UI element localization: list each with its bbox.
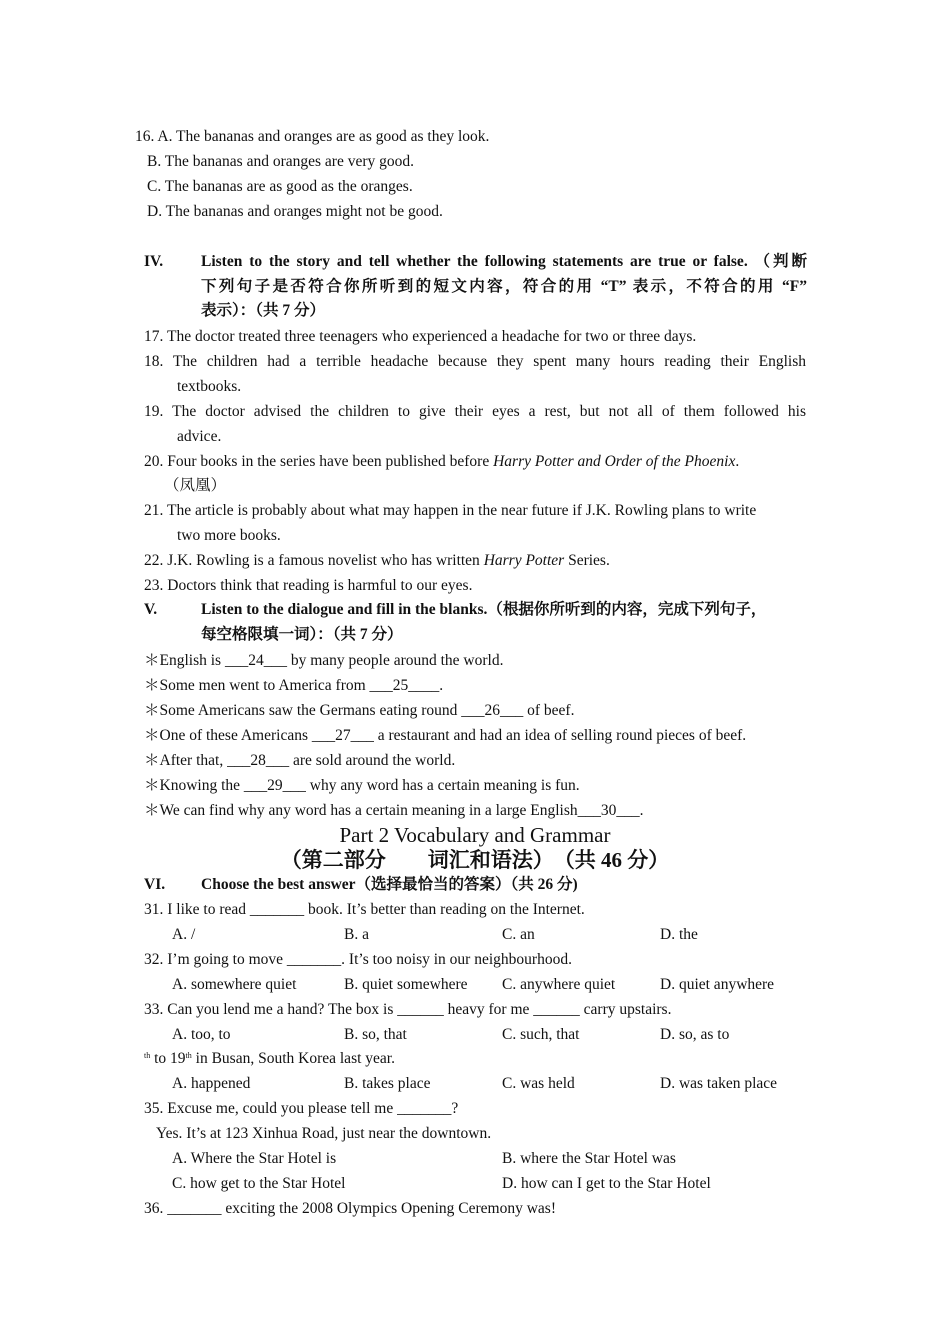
fill-item-27: ＊One of these Americans ___27___ a restaurant and had an idea of selling round pieces of beef. xyxy=(144,727,747,744)
section-5-instruction-line1: Listen to the dialogue and fill in the blanks.（根据你所听到的内容，完成下列句子， xyxy=(201,601,767,618)
fill-item-25: ＊Some men went to America from ___25____. xyxy=(144,677,444,694)
q34-sup-1: th xyxy=(144,1051,151,1060)
q20-period: . xyxy=(735,453,740,470)
q33-option-a: A. too, to xyxy=(172,1026,231,1043)
q18-line1: 18. The children had a terrible headache because they spent many hours reading their English xyxy=(144,353,806,370)
q31-option-a: A. / xyxy=(172,926,196,943)
q16-option-c: C. The bananas are as good as the oranges. xyxy=(147,178,413,195)
q19-line1: 19. The doctor advised the children to give their eyes a rest, but not all of them followed his xyxy=(144,403,806,420)
q34-option-a: A. happened xyxy=(172,1075,251,1092)
q35-option-d: D. how can I get to the Star Hotel xyxy=(502,1175,711,1192)
section-6-number: VI. xyxy=(144,876,166,893)
q32-option-d: D. quiet anywhere xyxy=(660,976,775,993)
q35-option-b: B. where the Star Hotel was xyxy=(502,1150,676,1167)
q32-stem: 32. I’m going to move _______. It’s too noisy in our neighbourhood. xyxy=(144,951,572,968)
q16-option-b: B. The bananas and oranges are very good. xyxy=(147,153,414,170)
q34-stem xyxy=(144,1049,395,1069)
q16-stem: 16. A. The bananas and oranges are as good as they look. xyxy=(135,128,490,145)
q36-stem: 36. _______ exciting the 2008 Olympics Opening Ceremony was! xyxy=(144,1200,556,1217)
q20-book-title: Harry Potter and Order of the Phoenix xyxy=(493,453,736,470)
q17: 17. The doctor treated three teenagers who experienced a headache for two or three days. xyxy=(144,328,697,345)
q20-line1 xyxy=(144,452,739,472)
q35-reply: Yes. It’s at 123 Xinhua Road, just near the downtown. xyxy=(156,1125,492,1142)
fill-item-28: ＊After that, ___28___ are sold around the world. xyxy=(144,752,456,769)
q33-stem: 33. Can you lend me a hand? The box is ______ heavy for me ______ carry upstairs. xyxy=(144,1001,672,1018)
q31-option-b: B. a xyxy=(344,926,369,943)
q32-option-a: A. somewhere quiet xyxy=(172,976,297,993)
q32-option-b: B. quiet somewhere xyxy=(344,976,468,993)
fill-item-24: ＊English is ___24___ by many people around the world. xyxy=(144,652,504,669)
q20-line2: （凤凰） xyxy=(164,477,227,494)
fill-item-26: ＊Some Americans saw the Germans eating round ___26___ of beef. xyxy=(144,702,575,719)
section-5-instruction-line2: 每空格限填一词）：（共 7 分） xyxy=(201,626,403,643)
part-2-title: Part 2 Vocabulary and Grammar xyxy=(339,823,611,847)
q35-option-c: C. how get to the Star Hotel xyxy=(172,1175,346,1192)
q35-stem: 35. Excuse me, could you please tell me _______? xyxy=(144,1100,459,1117)
q33-option-d: D. so, as to xyxy=(660,1026,730,1043)
section-6-instruction: Choose the best answer（选择最恰当的答案）（共 26 分) xyxy=(201,876,578,893)
q19-line2: advice. xyxy=(177,428,222,445)
q35-option-a: A. Where the Star Hotel is xyxy=(172,1150,337,1167)
q33-option-c: C. such, that xyxy=(502,1026,580,1043)
q34-stem-mid: to 19 xyxy=(150,1050,186,1067)
q34-option-d: D. was taken place xyxy=(660,1075,778,1092)
part-2-subtitle: （第二部分 词汇和语法） （共 46 分） xyxy=(280,848,670,872)
q22-text: 22. J.K. Rowling is a famous novelist who has written xyxy=(144,552,484,569)
q22-book-title: Harry Potter xyxy=(483,552,565,569)
q34-stem-rest: in Busan, South Korea last year. xyxy=(191,1050,395,1067)
q34-option-b: B. takes place xyxy=(344,1075,431,1092)
q22-end: Series. xyxy=(564,552,610,569)
q33-option-b: B. so, that xyxy=(344,1026,407,1043)
q20-text: 20. Four books in the series have been published before xyxy=(144,453,494,470)
fill-item-29: ＊Knowing the ___29___ why any word has a certain meaning is fun. xyxy=(144,777,580,794)
q34-option-c: C. was held xyxy=(502,1075,575,1092)
q31-stem: 31. I like to read _______ book. It’s better than reading on the Internet. xyxy=(144,901,585,918)
section-5-number: V. xyxy=(144,601,158,618)
section-4-instruction-line3: 表示）：（共 7 分） xyxy=(201,302,326,319)
q31-option-d: D. the xyxy=(660,926,698,943)
q34-sup-2: th xyxy=(185,1051,192,1060)
q21-line2: two more books. xyxy=(177,527,281,544)
q21-line1: 21. The article is probably about what may happen in the near future if J.K. Rowling plans to write xyxy=(144,502,757,519)
q16-option-d: D. The bananas and oranges might not be good. xyxy=(147,203,443,220)
q32-option-c: C. anywhere quiet xyxy=(502,976,616,993)
q18-line2: textbooks. xyxy=(177,378,242,395)
section-4-instruction-line1: Listen to the story and tell whether the following statements are true or false. （判断 xyxy=(201,253,807,270)
q22 xyxy=(144,551,610,571)
section-4-number: IV. xyxy=(144,253,164,270)
section-4-instruction-line2: 下列句子是否符合你所听到的短文内容，符合的用 “T” 表示，不符合的用 “F” xyxy=(201,278,807,295)
fill-item-30: ＊We can find why any word has a certain meaning in a large English___30___. xyxy=(144,802,644,819)
q23: 23. Doctors think that reading is harmful to our eyes. xyxy=(144,577,473,594)
q31-option-c: C. an xyxy=(502,926,535,943)
